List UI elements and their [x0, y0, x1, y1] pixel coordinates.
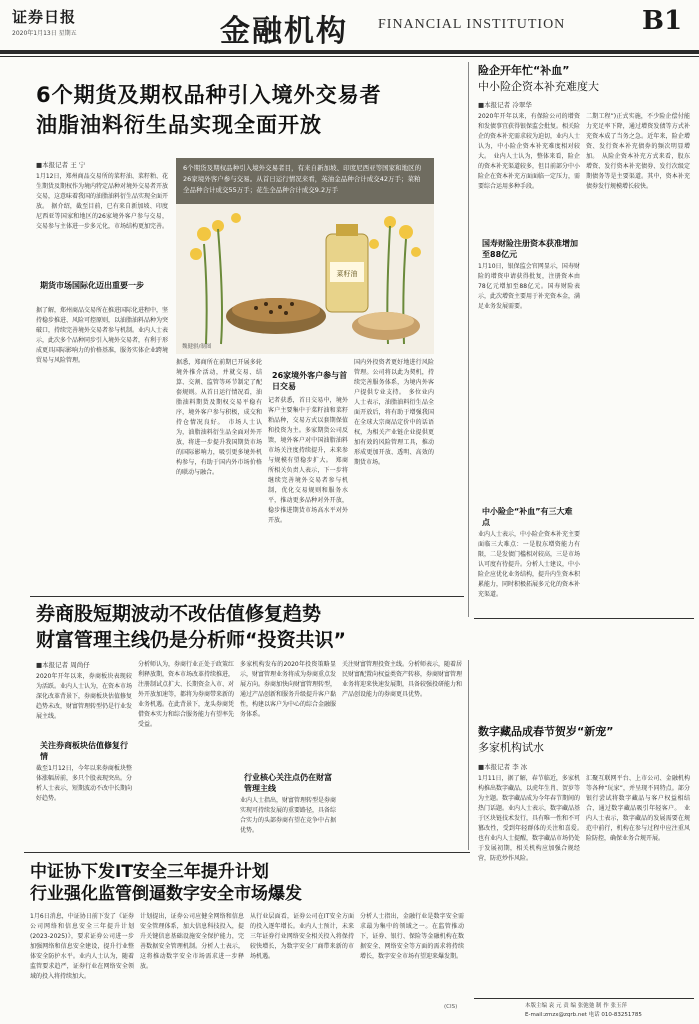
column-divider	[468, 62, 469, 617]
footer-contact: E-mail:zmzx@zqrb.net 电话 010-83251785	[525, 1012, 642, 1018]
lead-col2: 据悉，郑商所在前期已开展多轮境外推介活动，并就交易、结算、交割、监管等环节制定了配套规则。从首日运行情况看，油脂油料期货及期权交易平稳有序，境外客户参与积极，成交和持仓情况良好。 市场人士认为，油脂油料衍生品全面对外开放，将进一步提升我国期货市场的国际影响力，吸引更多境外机构参与，有助于国内外市场价格的联动与融合。	[176, 359, 262, 476]
section-title-en: FINANCIAL INSTITUTION	[378, 17, 566, 32]
lead-col4: 国内外投资者更好地进行风险管理。公司将以此为契机，持续完善服务体系，为境内外客户提供专业支持。 多位业内人士表示，油脂油料衍生品全面开放后，将有助于增强我国在全球大宗商品定价中的话语权，为相关产业链企业提供更加有效的风险管理工具，推动形成更加开放、透明、高效的期货市场。	[354, 359, 434, 466]
right1-headline-line1: 险企开年忙“补血”	[478, 64, 570, 77]
lead-col1: 1月12日，郑州商品交易所的菜籽油、菜籽粕、花生期货及期权作为境内特定品种对境外交易者开放交易，这意味着我国的油脂油料衍生品实现全面开放。 据介绍，截至目前，已有来自新加坡、印度尼西亚等国家和地区的26家境外客户参与交易，交易参与主体进一步多元化，市场结构更加完善。	[36, 173, 169, 230]
issue-date: 2020年1月13日 星期五	[12, 30, 77, 37]
mid-subhead2: 行业核心关注点仍在财富管理主线	[244, 773, 332, 793]
column-divider	[468, 660, 469, 850]
lead-byline: ■本报记者 王 宁	[36, 161, 86, 169]
bottle-label: 菜籽油	[336, 270, 358, 278]
masthead-rule-thin	[0, 56, 699, 57]
source-tag: (CIS)	[444, 1004, 458, 1010]
lead-intro-box: 6个期货及期权品种引入境外交易者目，有来自新加坡、印度尼西亚等国家和地区的26家境外客户参与交易。从首日运行情况来看，英油金品种合计成交42万手；菜粕全品种合计成交55万手；花生全品种合计成交9.2万手	[176, 158, 434, 204]
mid-col1b: 截至1月12日，今年以来券商板块整体涨幅居前，多只个股表现突出。分析人士表示，短期波动不改中长期向好趋势。	[36, 765, 133, 802]
bottom-col3: 从行业层面看，证券公司在IT安全方面的投入逐年增长。业内人士预计，未来三年证券行业网络安全相关投入将保持较快增长，为数字安全厂商带来新的市场机遇。	[250, 913, 354, 960]
right1-col2: 二期工程”)正式实施，不少险企偿付能力充足率下降，通过增资发债等方式补充资本成了当务之急。近年来，险企增资、发行资本补充债券的频次明显增加。 从险企资本补充方式来看，股东增资、发行资本补充债券、发行次级定期债务等是主要渠道。其中，资本补充债券发行规模增长较快。	[586, 113, 690, 190]
mid-headline-line1: 券商股短期波动不改估值修复趋势	[36, 603, 322, 625]
right1-byline: ■本报记者 冷翠华	[478, 101, 532, 109]
canola-illustration	[176, 204, 434, 354]
lead-col3: 记者获悉，首日交易中，境外客户主要集中于菜籽油和菜籽粕品种，交易方式以套期保值和投资为主。多家期货公司反馈，境外客户对中国油脂油料市场关注度持续提升，未来参与规模有望稳步扩大。 郑商所相关负责人表示，下一步将继续完善境外交易者参与机制，优化交易规则和服务水平，推动更多品种对外开放，稳步推进期货市场高水平对外开放。	[268, 397, 348, 524]
bottom-col2: 计划提出，证券公司应健全网络和信息安全管理体系，加大信息科技投入，提升关键信息基础设施安全保护能力，完善数据安全管理机制。分析人士表示，这将推动数字安全市场需求进一步释放。	[140, 913, 244, 970]
footer-editors: 本版主编 袁 元 责 编 张弛弛 制 作 张玉萍	[525, 1003, 627, 1009]
mid-col3: 多家机构发布的2020年投资策略显示，财富管理业务将成为券商重点发展方向。券商加快向财富管理转型，通过产品创新和服务升级提升客户黏性，构建以客户为中心的综合金融服务体系。	[240, 661, 337, 718]
lead-subhead2: 26家境外客户参与首日交易	[272, 371, 348, 391]
lead-subhead1: 期货市场国际化迈出重要一步	[40, 281, 144, 290]
right2-byline: ■本报记者 李 冰	[478, 763, 528, 771]
right1-col1: 2020年开年以来，有保险公司的增资和发债事宜获得银保监会批复。相关险企的资本补充需求较为迫切，业内人士认为，中小险企资本补充难度相对较大。 业内人士认为，整体来看，险企的资本补充渠道较多，但目前部分中小险企在资本补充方面面临一定压力，需要综合运用多种手段。	[478, 113, 581, 190]
mid-col3b: 业内人士指出，财富管理转型是券商实现可持续发展的重要路径，具备综合实力的头部券商有望在竞争中占据优势。	[240, 797, 337, 834]
bottom-headline-line2: 行业强化监管倒逼数字安全市场爆发	[30, 884, 302, 904]
section-divider	[24, 852, 470, 853]
mid-col1: 2020年开年以来，券商板块表现较为活跃。业内人士认为，在资本市场深化改革背景下，券商板块估值修复趋势未改，财富管理转型仍是行业发展主线。	[36, 673, 133, 720]
mid-col2: 分析师认为，券商行业正处于政策红利释放期，资本市场改革持续推进，注册制试点扩大、长期资金入市、对外开放加速等，都将为券商带来新的业务机遇。在此背景下，龙头券商凭借资本实力和综合服务能力有望率先受益。	[138, 661, 235, 728]
right1-col2-cont	[586, 496, 690, 612]
lead-col1b: 据了解，郑州商品交易所在推进国际化进程中，坚持稳步推进、风险可控原则，以油脂油料品种为突破口，持续完善境外交易者参与机制。业内人士表示，此次多个品种同步引入境外交易者，有利于形成更具国际影响力的价格基准，服务实体企业跨境贸易与风险管理。	[36, 307, 169, 364]
bottom-col4: 分析人士指出，金融行业是数字安全需求最为集中的领域之一。在监管推动下，证券、银行、保险等金融机构在数据安全、网络安全等方面的需求将持续增长，数字安全市场有望迎来爆发期。	[360, 913, 464, 960]
lead-headline-line2: 油脂油料衍生品实现全面开放	[36, 113, 322, 137]
lead-headline-line1: 6个期货及期权品种引入境外交易者	[36, 83, 382, 107]
right2-headline-line2: 多家机构试水	[478, 741, 544, 754]
bottom-col1: 1月6日消息，中证协日前下发了《证券公司网络和信息安全三年提升计划(2023-2025)》，要求证券公司进一步加强网络和信息安全建设，提升行业整体安全防护水平。业内人士认为，随着监管要求趋严，证券行业在网络安全领域的投入将持续加大。	[30, 913, 134, 980]
section-divider	[474, 618, 694, 619]
right2-col2: 汇聚互联网平台、上市公司、金融机构等各种“玩家”，并呈现不同特点。部分银行尝试将数字藏品与客户权益相结合，通过数字藏品吸引年轻客户。 业内人士表示，数字藏品的发展需要在规范中前行，机构在参与过程中应注重风险防控，确保业务合规开展。	[586, 775, 690, 842]
mid-headline-line2: 财富管理主线仍是分析师“投资共识”	[36, 629, 346, 651]
photo-credit: 魏健骐/制图	[182, 344, 212, 350]
right1-col1b: 1月10日，银保监会官网显示，国寿财险的增资申请获得批复，注册资本由78亿元增加至88亿元。国寿财险表示，此次增资主要用于补充资本金，满足业务发展需要。	[478, 263, 581, 310]
masthead-rule	[0, 50, 699, 54]
right1-col2b: 业内人士表示，中小险企资本补充主要面临三大难点：一是股东增资能力有限，二是发债门槛相对较高，三是市场认可度有待提升。分析人士建议，中小险企应优化业务结构，提升内生资本积累能力，同时积极拓展多元化的资本补充渠道。	[478, 531, 581, 598]
right1-subhead2: 中小险企“补血”有三大难点	[482, 507, 573, 527]
section-divider	[30, 596, 464, 597]
right1-headline-line2: 中小险企资本补充难度大	[478, 80, 599, 93]
lead-photo	[176, 204, 434, 354]
mid-col4: 关注财富管理投资主线。分析师表示，随着居民财富配置向权益类资产转移，券商财富管理业务将迎来快速发展期，具备较强投研能力和产品创设能力的券商更具优势。	[342, 661, 463, 698]
mid-subhead1: 关注券商板块估值修复行情	[40, 741, 128, 761]
bottom-headline-line1: 中证协下发IT安全三年提升计划	[30, 862, 269, 882]
section-title: 金融机构	[220, 14, 348, 49]
right1-subhead1: 国寿财险注册资本获准增加至88亿元	[482, 239, 578, 259]
footer-rule	[474, 998, 694, 999]
mid-byline: ■本报记者 周尚仔	[36, 661, 90, 669]
right2-col1: 1月11日，据了解，春节临近，多家机构推出数字藏品，以虎年生肖、贺岁等为主题。数字藏品成为今年春节期间的热门话题。业内人士表示，数字藏品基于区块链技术发行，具有唯一性和不可篡改性，受到年轻群体的关注和喜爱。 也有业内人士提醒，数字藏品市场仍处于发展初期，相关机构应加强合规经营，防范炒作风险。	[478, 775, 587, 862]
newspaper-logo: 证券日报	[12, 8, 77, 26]
right2-headline-line1: 数字藏品成春节贺岁“新宠”	[478, 725, 614, 738]
page-number: B1	[642, 6, 683, 36]
